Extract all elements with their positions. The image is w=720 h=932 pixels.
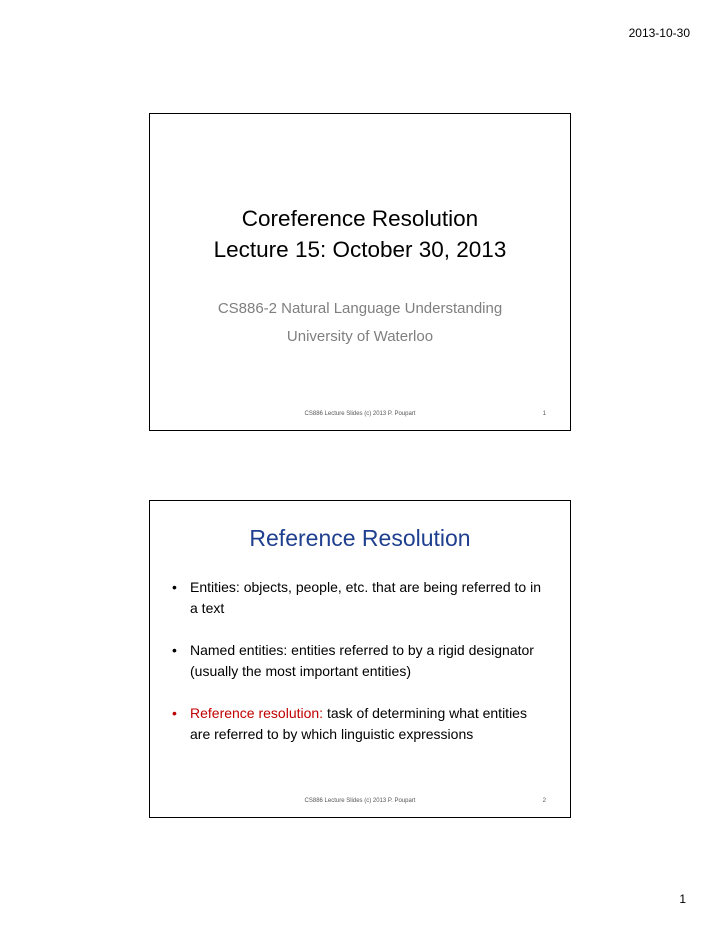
- bullet-item: [172, 577, 548, 619]
- bullet-text: Entities: objects, people, etc. that are being referred to in a text: [190, 579, 541, 616]
- slide-subtitle: [150, 295, 570, 351]
- title-line-1: Coreference Resolution: [241, 206, 479, 231]
- slide-footer: [150, 408, 570, 420]
- university-name: University of Waterloo: [286, 328, 434, 345]
- footer-credit: CS886 Lecture Slides (c) 2013 P. Poupart: [304, 411, 416, 417]
- bullet-list: [172, 577, 548, 766]
- slide-1: [149, 113, 571, 431]
- bullet-dot-icon: •: [172, 705, 177, 721]
- bullet-text: Named entities: entities referred to by a rigid designator (usually the most important entities): [190, 642, 534, 679]
- slide-number: 2: [542, 798, 546, 804]
- bullet-dot-icon: •: [172, 579, 177, 595]
- slide-2: [149, 500, 571, 818]
- slide-number: 1: [542, 411, 546, 417]
- slide-heading: Reference Resolution: [249, 525, 471, 551]
- slide-title: [150, 203, 570, 265]
- bullet-item: [172, 703, 548, 745]
- page-number: 1: [679, 892, 686, 906]
- bullet-item: [172, 640, 548, 682]
- slide-footer: [150, 795, 570, 807]
- course-name: CS886-2 Natural Language Understanding: [217, 300, 503, 317]
- footer-credit: CS886 Lecture Slides (c) 2013 P. Poupart: [304, 798, 416, 804]
- bullet-text: task of determining what entities are referred to by which linguistic expressions: [190, 705, 527, 742]
- bullet-highlight-label: Reference resolution:: [190, 705, 324, 721]
- page-date: 2013-10-30: [628, 26, 690, 40]
- title-line-2: Lecture 15: October 30, 2013: [213, 237, 507, 262]
- bullet-dot-icon: •: [172, 642, 177, 658]
